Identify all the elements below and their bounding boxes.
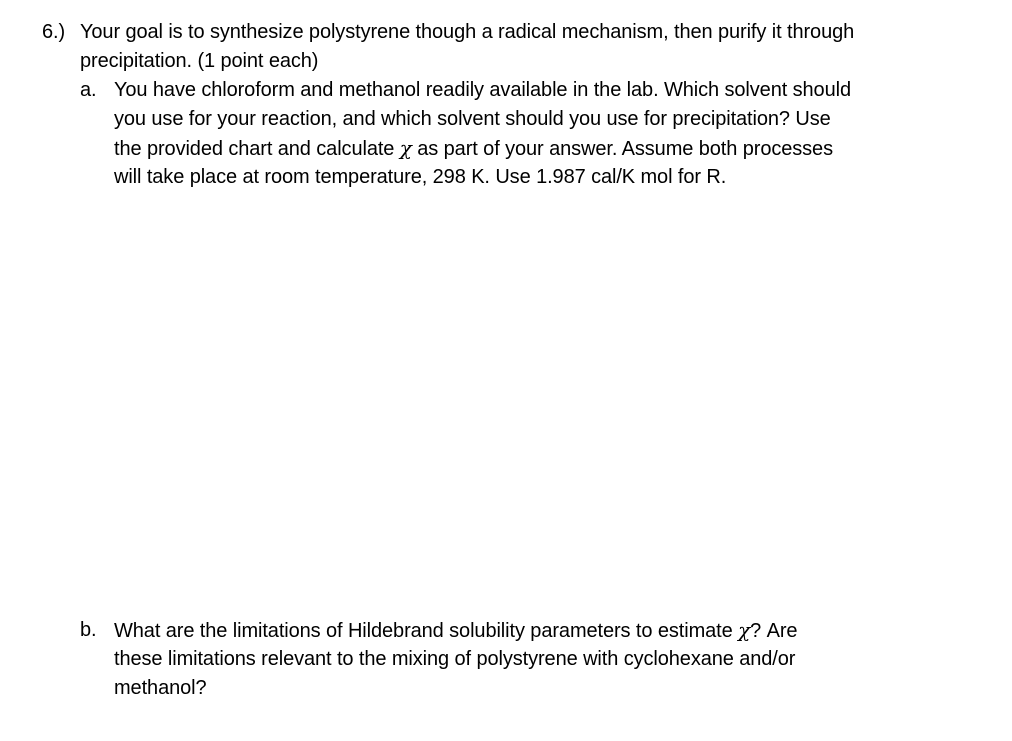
part-a-line-1: You have chloroform and methanol readily available in the lab. Which solvent should bbox=[114, 79, 851, 101]
question-number: 6.) bbox=[42, 21, 66, 43]
part-a-line-4: will take place at room temperature, 298 K. Use 1.987 cal/K mol for R. bbox=[114, 166, 727, 188]
chi-symbol: χ bbox=[738, 618, 751, 642]
part-a-label: a. bbox=[80, 79, 97, 101]
answer-space bbox=[114, 200, 974, 600]
part-a-line-3-before: the provided chart and calculate bbox=[114, 138, 400, 160]
part-b-line-1 bbox=[114, 616, 797, 646]
part-b-line-3: methanol? bbox=[114, 677, 207, 699]
part-b-line-1-before: What are the limitations of Hildebrand solubility parameters to estimate bbox=[114, 620, 739, 642]
part-a-line-2: you use for your reaction, and which solvent should you use for precipitation? Use bbox=[114, 108, 831, 130]
question-text-line-1: Your goal is to synthesize polystyrene though a radical mechanism, then purify it through bbox=[80, 21, 855, 43]
part-b-line-2: these limitations relevant to the mixing of polystyrene with cyclohexane and/or bbox=[114, 648, 796, 670]
part-a-line-3 bbox=[114, 134, 833, 164]
part-b-label: b. bbox=[80, 619, 97, 641]
question-text-line-2: precipitation. (1 point each) bbox=[80, 50, 319, 72]
part-b-line-1-after: ? Are bbox=[750, 620, 798, 642]
part-a-line-3-after: as part of your answer. Assume both processes bbox=[411, 138, 833, 160]
chi-symbol: χ bbox=[399, 136, 412, 160]
